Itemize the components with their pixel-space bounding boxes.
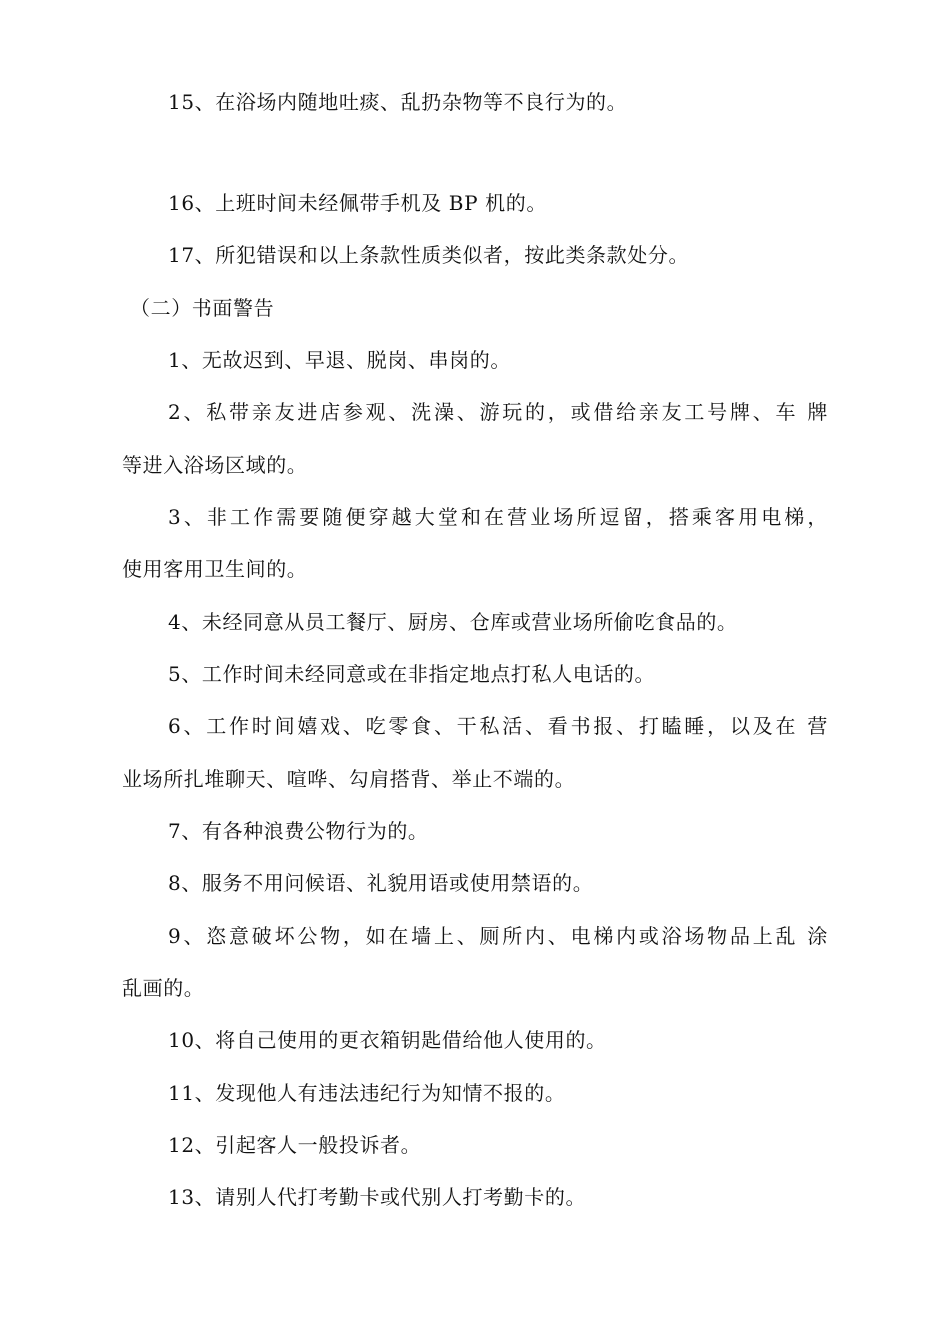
warning-item-2-line-2: 等进入浴场区域的。 [122,453,308,477]
warning-item-9-line-2: 乱画的。 [122,976,205,1000]
warning-item-2-line-1: 2、私带亲友进店参观、洗澡、游玩的，或借给亲友工号牌、车 牌 [168,400,828,424]
warning-item-1: 1、无故迟到、早退、脱岗、串岗的。 [168,348,511,372]
warning-item-4: 4、未经同意从员工餐厅、厨房、仓库或营业场所偷吃食品的。 [168,610,738,634]
section-heading-written-warning: （二）书面警告 [130,296,275,320]
warning-item-8: 8、服务不用问候语、礼貌用语或使用禁语的。 [168,871,594,895]
warning-item-3-line-2: 使用客用卫生间的。 [122,557,308,581]
warning-item-5: 5、工作时间未经同意或在非指定地点打私人电话的。 [168,662,656,686]
warning-item-9-line-1: 9、恣意破坏公物，如在墙上、厕所内、电梯内或浴场物品上乱 涂 [168,924,828,948]
warning-item-3-line-1: 3、非工作需要随便穿越大堂和在营业场所逗留，搭乘客用电梯， [168,505,828,529]
warning-item-11: 11、发现他人有违法违纪行为知情不报的。 [168,1081,566,1105]
warning-item-12: 12、引起客人一般投诉者。 [168,1133,422,1157]
warning-item-7: 7、有各种浪费公物行为的。 [168,819,429,843]
item-17: 17、所犯错误和以上条款性质类似者，按此类条款处分。 [168,243,690,267]
warning-item-6-line-1: 6、工作时间嬉戏、吃零食、干私活、看书报、打瞌睡，以及在 营 [168,714,828,738]
item-16: 16、上班时间未经佩带手机及 BP 机的。 [168,191,547,215]
warning-item-10: 10、将自己使用的更衣箱钥匙借给他人使用的。 [168,1028,607,1052]
warning-item-13: 13、请别人代打考勤卡或代别人打考勤卡的。 [168,1185,587,1209]
item-15: 15、在浴场内随地吐痰、乱扔杂物等不良行为的。 [168,90,628,114]
warning-item-6-line-2: 业场所扎堆聊天、喧哗、勾肩搭背、举止不端的。 [122,767,576,791]
